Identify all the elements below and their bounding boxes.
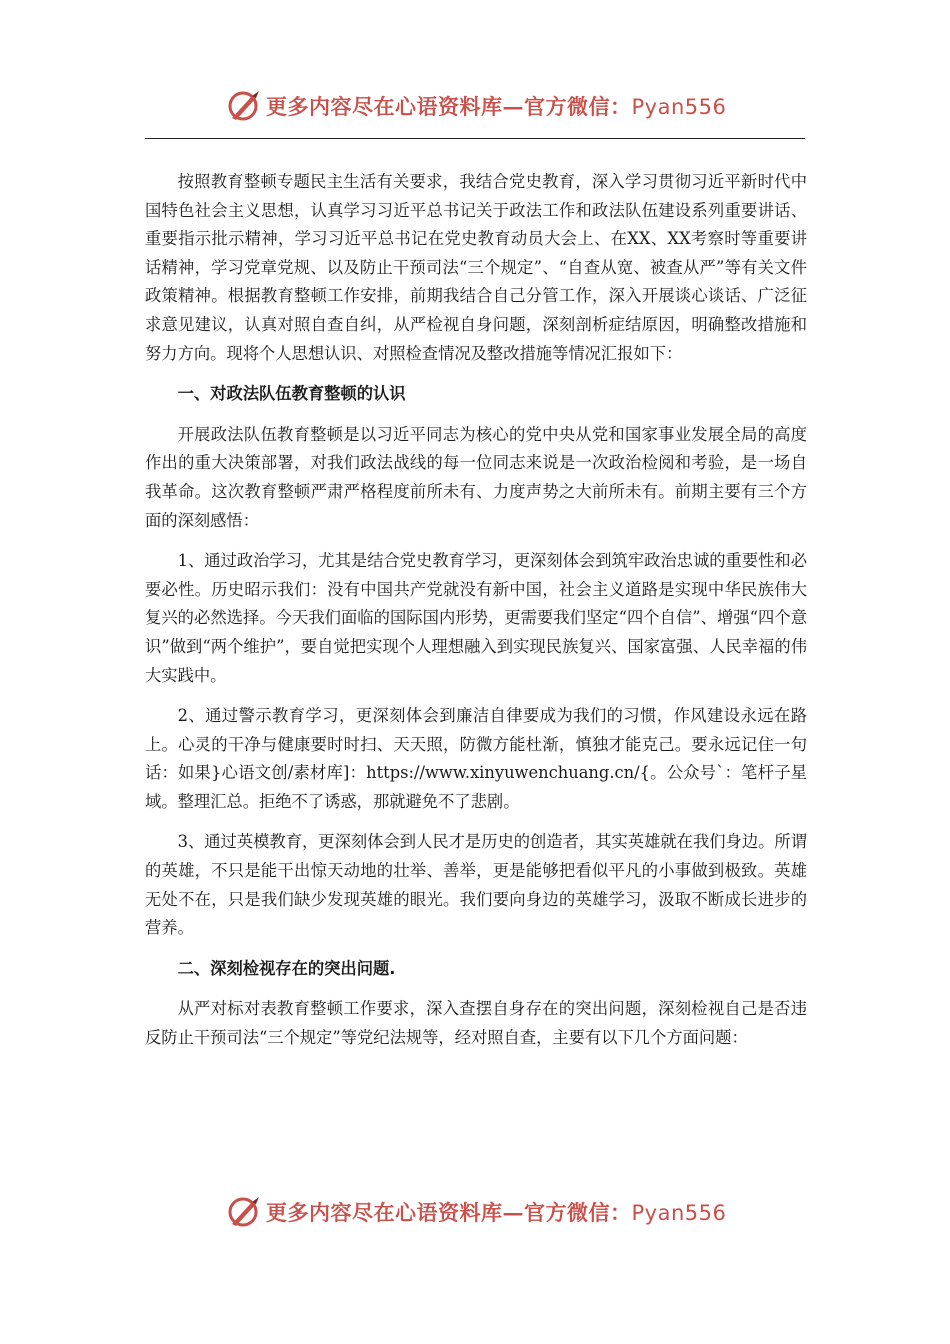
footer-banner-text: 更多内容尽在心语资料库—官方微信：Pyan556 [266,1200,727,1225]
section1-paragraph-1: 开展政法队伍教育整顿是以习近平同志为核心的党中央从党和国家事业发展全局的高度作出的重大决策部署，对我们政法战线的每一位同志来说是一次政治检阅和考验，是一场自我革命。这次教育整顿严肃严格程度前所未有、力度声势之大前所未有。前期主要有三个方面的深刻感悟： [145,424,807,530]
pen-logo-icon [226,1194,262,1230]
footer-banner [226,1192,726,1232]
pen-logo-icon [226,88,262,124]
section1-paragraph-4: 3、通过英模教育，更深刻体会到人民才是历史的创造者，其实英雄就在我们身边。所谓的英雄，不只是能干出惊天动地的壮举、善举，更是能够把看似平凡的小事做到极致。英雄无处不在，只是我们缺少发现英雄的眼光。我们要向身边的英雄学习，汲取不断成长进步的营养。 [145,832,807,938]
section2-heading: 二、深刻检视存在的突出问题. [177,958,396,978]
section2-paragraph-1: 从严对标对表教育整顿工作要求，深入查摆自身存在的突出问题，深刻检视自己是否违反防止干预司法“三个规定”等党纪法规等，经对照自查，主要有以下几个方面问题： [145,999,807,1048]
document-body [145,168,807,1065]
intro-paragraph: 按照教育整顿专题民主生活有关要求，我结合党史教育，深入学习贯彻习近平新时代中国特色社会主义思想，认真学习习近平总书记关于政法工作和政法队伍建设系列重要讲话、重要指示批示精神，学习习近平总书记在党史教育动员大会上、在XX、XX考察时等重要讲话精神，学习党章党规、以及防止干预司法“三个规定”、“自查从宽、被查从严”等有关文件政策精神。根据教育整顿工作安排，前期我结合自己分管工作，深入开展谈心谈话、广泛征求意见建议，认真对照自查自纠，从严检视自身问题，深刻剖析症结原因，明确整改措施和努力方向。现将个人思想认识、对照检查情况及整改措施等情况汇报如下： [145,172,807,363]
header-banner-text: 更多内容尽在心语资料库—官方微信：Pyan556 [266,94,727,119]
section1-paragraph-2: 1、通过政治学习，尤其是结合党史教育学习，更深刻体会到筑牢政治忠诚的重要性和必要必性。历史昭示我们：没有中国共产党就没有新中国，社会主义道路是实现中华民族伟大复兴的必然选择。今天我们面临的国际国内形势，更需要我们坚定“四个自信”、增强“四个意识”做到“两个维护”，要自觉把实现个人理想融入到实现民族复兴、国家富强、人民幸福的伟大实践中。 [145,551,807,685]
footer-wechat-id: Pyan556 [631,1201,727,1225]
header-divider [145,138,805,139]
section1-paragraph-3: 2、通过警示教育学习，更深刻体会到廉洁自律要成为我们的习惯，作风建设永远在路上。心灵的干净与健康要时时扫、天天照，防微方能杜渐，慎独才能克己。要永远记住一句话：如果}心语文创/素材库]：https://www.xinyuwenchuang.cn/{。公众号`：笔杆子星域。整理汇总。拒绝不了诱惑，那就避免不了悲剧。 [145,706,807,811]
header-wechat-id: Pyan556 [631,95,727,119]
section1-heading: 一、对政法队伍教育整顿的认识 [177,384,406,404]
header-banner [226,86,726,126]
